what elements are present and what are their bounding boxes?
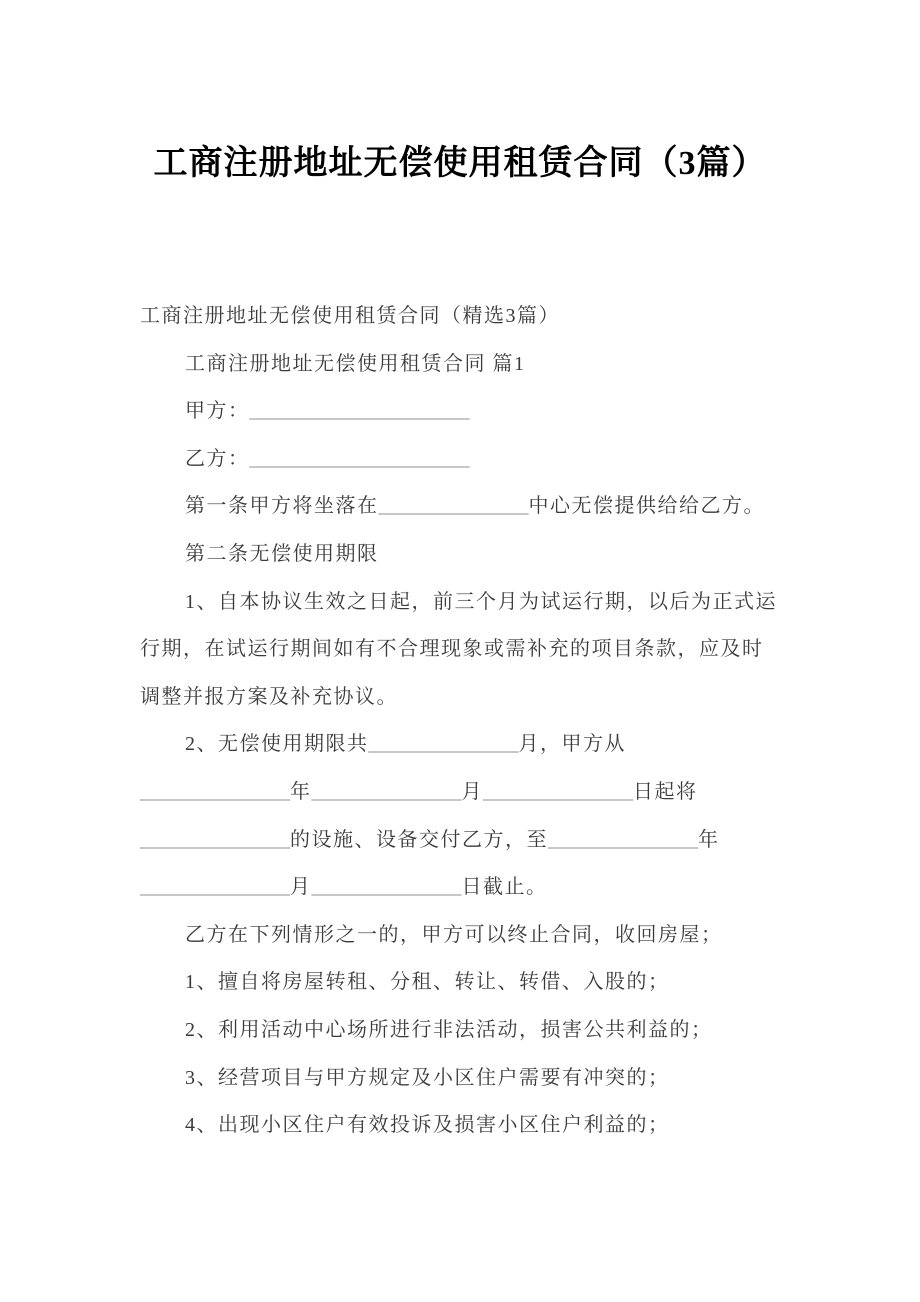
paragraph: 甲方：______________________ bbox=[185, 400, 470, 423]
paragraph: 工商注册地址无偿使用租赁合同 篇1 bbox=[185, 352, 526, 375]
blank-line: _______________ bbox=[311, 780, 462, 803]
blank-line: _______________ bbox=[548, 828, 698, 851]
paragraph: _______________月_______________日截止。 bbox=[140, 876, 548, 899]
document-body bbox=[140, 293, 800, 1150]
paragraph: 调整并报方案及补充协议。 bbox=[140, 685, 398, 708]
blank-line: ______________________ bbox=[249, 447, 470, 470]
paragraph: 乙方在下列情形之一的，甲方可以终止合同，收回房屋； bbox=[185, 923, 723, 946]
paragraph: 第一条甲方将坐落在_______________中心无偿提供给给乙方。 bbox=[185, 495, 765, 518]
paragraph: 2、利用活动中心场所进行非法活动，损害公共利益的； bbox=[185, 1018, 713, 1041]
paragraph: 1、自本协议生效之日起，前三个月为试运行期，以后为正式运 bbox=[185, 590, 777, 613]
paragraph: 3、经营项目与甲方规定及小区住户需要有冲突的； bbox=[185, 1066, 670, 1089]
paragraph: 工商注册地址无偿使用租赁合同（精选3篇） bbox=[140, 305, 560, 327]
blank-line: _______________ bbox=[140, 828, 290, 851]
paragraph: _______________的设施、设备交付乙方，至_______________年 bbox=[140, 828, 720, 851]
document-title: 工商注册地址无偿使用租赁合同（3篇） bbox=[153, 145, 767, 182]
paragraph: 4、出现小区住户有效投诉及损害小区住户利益的； bbox=[185, 1114, 670, 1137]
paragraph: 乙方：______________________ bbox=[185, 447, 470, 470]
paragraph: _______________年_______________月_______________日起将 bbox=[140, 780, 698, 803]
blank-line: _______________ bbox=[311, 876, 462, 899]
paragraph: 2、无偿使用期限共_______________月，甲方从 bbox=[185, 733, 626, 756]
blank-line: ______________________ bbox=[249, 400, 470, 423]
blank-line: _______________ bbox=[140, 876, 290, 899]
blank-line: _______________ bbox=[368, 733, 519, 756]
paragraph: 行期，在试运行期间如有不合理现象或需补充的项目条款，应及时 bbox=[140, 638, 764, 661]
blank-line: _______________ bbox=[140, 780, 290, 803]
blank-line: _______________ bbox=[378, 495, 529, 518]
blank-line: _______________ bbox=[483, 780, 633, 803]
paragraph: 1、擅自将房屋转租、分租、转让、转借、入股的； bbox=[185, 971, 670, 994]
paragraph: 第二条无偿使用期限 bbox=[185, 542, 379, 565]
